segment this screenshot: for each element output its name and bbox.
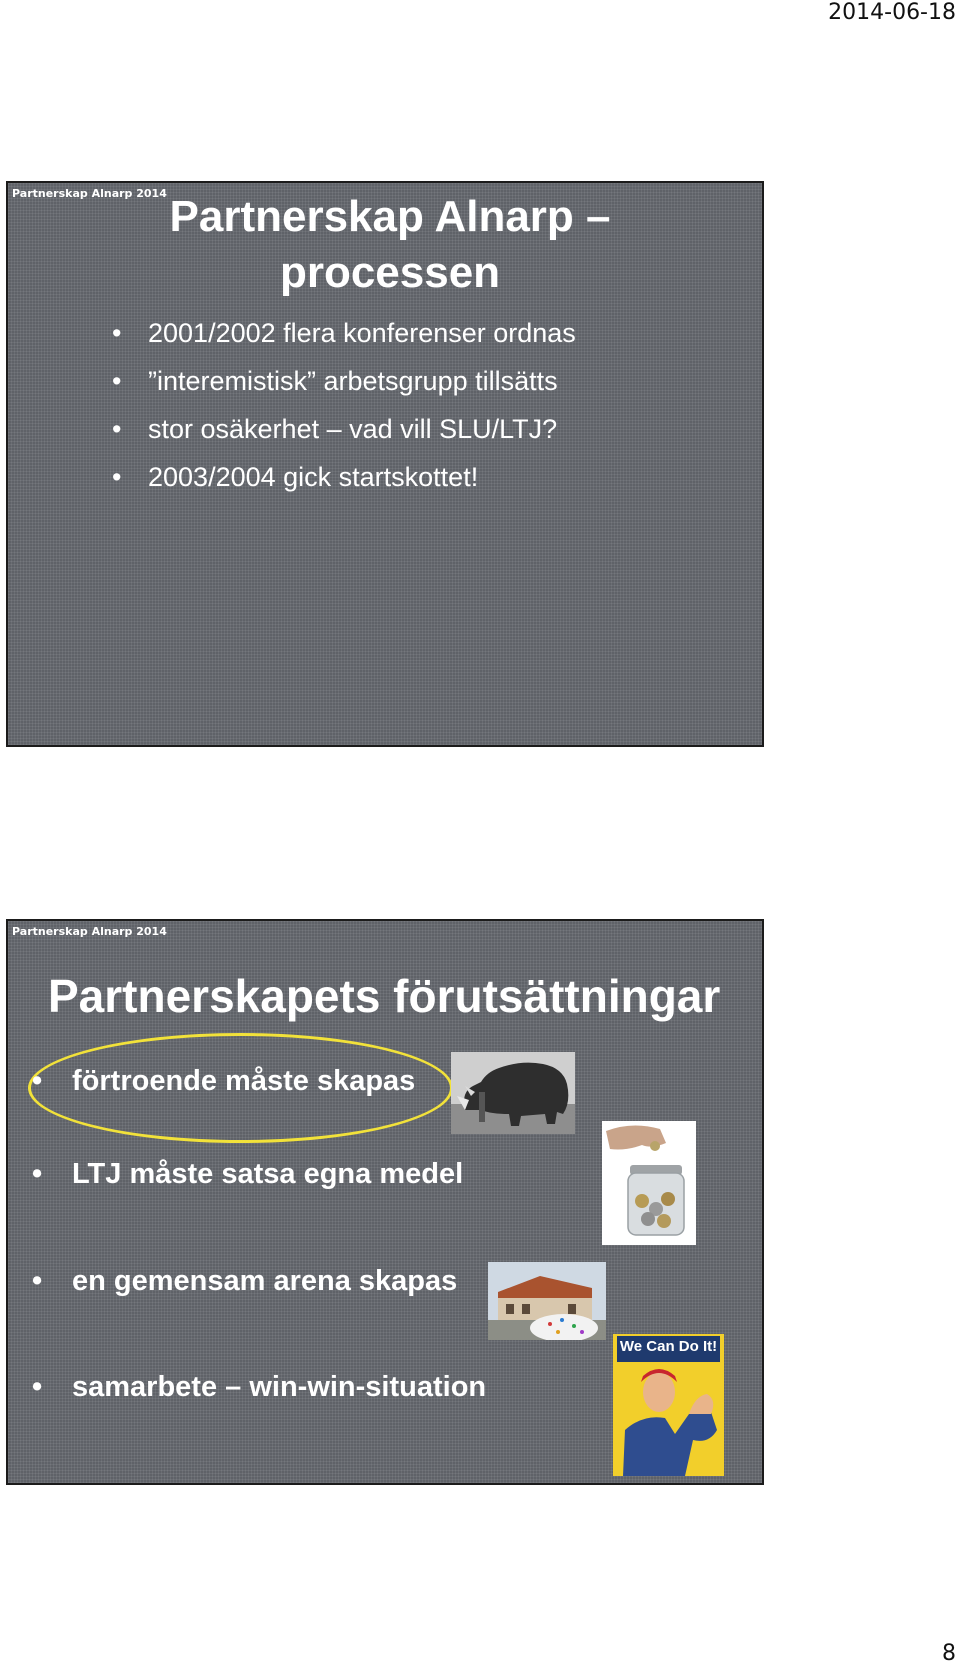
bullet-dot: • <box>112 318 122 348</box>
bullet-dot: • <box>112 366 122 396</box>
rhino-image <box>451 1052 575 1134</box>
bullet-text: en gemensam arena skapas <box>72 1265 458 1297</box>
bullet-text: förtroende måste skapas <box>72 1065 416 1097</box>
slide-title <box>150 189 630 301</box>
coin-jar-image <box>602 1121 696 1245</box>
bullet-item <box>32 1367 486 1407</box>
bullet-item <box>32 1261 457 1301</box>
slide-footer-label: Partnerskap Alnarp 2014 <box>12 187 167 200</box>
slide-title: Partnerskapets förutsättningar <box>48 970 721 1022</box>
bullet-text: stor osäkerhet – vad vill SLU/LTJ? <box>148 414 558 444</box>
poster-image <box>613 1334 724 1476</box>
bullet-item <box>32 1154 463 1194</box>
we-can-do-it-poster <box>613 1334 724 1476</box>
bullet-dot: • <box>32 1371 43 1403</box>
bullet-dot: • <box>112 462 122 492</box>
bullet-item <box>112 457 576 505</box>
bullet-dot: • <box>32 1158 43 1190</box>
bullet-dot: • <box>32 1065 43 1097</box>
rhino-photo <box>451 1052 575 1134</box>
building-photo <box>488 1262 606 1340</box>
bullet-item <box>112 409 576 457</box>
bullet-text: samarbete – win-win-situation <box>72 1371 487 1403</box>
coin-jar-photo <box>602 1121 696 1245</box>
slide-title-line-1: Partnerskap Alnarp – <box>169 192 611 241</box>
bullet-dot: • <box>32 1265 43 1297</box>
slide-title-line-2: processen <box>279 248 501 297</box>
bullet-text: 2003/2004 gick startskottet! <box>148 462 479 492</box>
slide-2 <box>6 919 764 1485</box>
bullet-list <box>32 1367 486 1407</box>
bullet-item <box>32 1061 415 1101</box>
building-image <box>488 1262 606 1340</box>
bullet-list <box>112 313 576 505</box>
slide-1 <box>6 181 764 747</box>
page-date: 2014-06-18 <box>828 0 956 25</box>
bullet-item <box>112 313 576 361</box>
slide-footer-label: Partnerskap Alnarp 2014 <box>12 925 167 938</box>
bullet-list <box>32 1261 457 1301</box>
bullet-item <box>112 361 576 409</box>
bullet-text: LTJ måste satsa egna medel <box>72 1158 464 1190</box>
bullet-text: ”interemistisk” arbetsgrupp tillsätts <box>148 366 558 396</box>
poster-text: We Can Do It! <box>619 1338 718 1355</box>
bullet-text: 2001/2002 flera konferenser ordnas <box>148 318 576 348</box>
page-number: 8 <box>942 1641 956 1666</box>
bullet-list <box>32 1154 463 1194</box>
bullet-dot: • <box>112 414 122 444</box>
